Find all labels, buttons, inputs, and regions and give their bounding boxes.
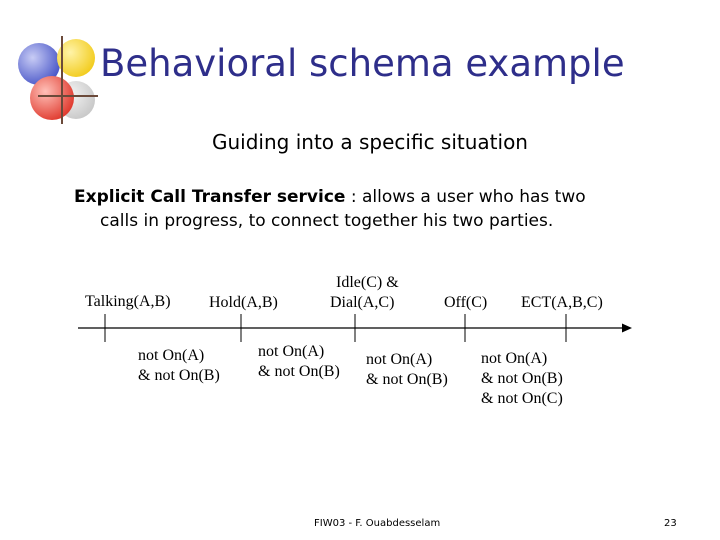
page-number: 23: [664, 518, 677, 529]
description-line-2: calls in progress, to connect together his two parties.: [100, 211, 554, 231]
condition-4-line-3: & not On(C): [481, 390, 563, 407]
condition-1-line-1: not On(A): [138, 347, 205, 364]
condition-3-line-1: not On(A): [366, 351, 433, 368]
description-text-1: : allows a user who has two: [345, 187, 586, 207]
state-dial: Dial(A,C): [330, 294, 395, 311]
slide-title: Behavioral schema example: [100, 42, 625, 85]
condition-2-line-2: & not On(B): [258, 363, 340, 380]
state-ect: ECT(A,B,C): [521, 294, 603, 311]
timeline-arrowhead-icon: [622, 324, 632, 333]
condition-4-line-1: not On(A): [481, 350, 548, 367]
state-talking: Talking(A,B): [85, 293, 171, 310]
state-hold: Hold(A,B): [209, 294, 278, 311]
condition-1-line-2: & not On(B): [138, 367, 220, 384]
condition-1: [138, 346, 220, 386]
state-off: Off(C): [444, 294, 488, 311]
condition-4: [481, 349, 563, 409]
condition-2-line-1: not On(A): [258, 343, 325, 360]
slide-subtitle: Guiding into a specific situation: [212, 130, 528, 154]
condition-4-line-2: & not On(B): [481, 370, 563, 387]
condition-3-line-2: & not On(B): [366, 371, 448, 388]
state-idle: Idle(C) &: [336, 274, 399, 291]
service-name: Explicit Call Transfer service: [74, 187, 346, 207]
footer-author: FIW03 - F. Ouabdesselam: [314, 518, 441, 529]
condition-3: [366, 350, 448, 390]
condition-2: [258, 342, 340, 382]
